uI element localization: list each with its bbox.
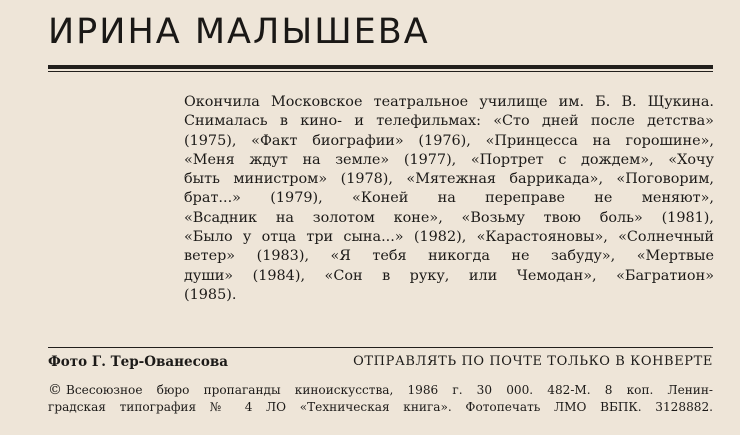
header-thick-rule: [48, 65, 713, 69]
header-thin-rule: [48, 71, 713, 72]
bio-line: «Меня ждут на земле» (1977), «Портрет с дождем», «Хочу: [184, 151, 714, 168]
bio-line: «Было у отца три сына...» (1982), «Карастояновы», «Солнечный ветер» (1983), «Я тебя никогда не забуду», «Мертвые: [184, 229, 714, 265]
bio-line: Снималась в кино- и телефильмах: «Сто дней после детства»: [184, 113, 714, 130]
bio-line: «Всадник на золотом коне», «Возьму твою боль» (1981),: [184, 209, 714, 226]
publisher-imprint: [48, 382, 713, 416]
biography-text: [184, 93, 714, 305]
bio-line: (1975), «Факт биографии» (1976), «Принцесса на горошине»,: [184, 132, 714, 149]
bio-line: Окончила Московское театральное училище им. Б. В. Щукина.: [184, 94, 714, 110]
copyright-symbol: ©: [48, 382, 62, 398]
bio-line: души» (1984), «Сон в руку, или Чемодан», «Багратион»: [184, 267, 714, 284]
footer-rule: [48, 347, 713, 348]
imprint-line-2: градская типография № 4 ЛО «Техническая книга». Фотопечать ЛМО ВБПК. 3128882.: [48, 400, 713, 414]
imprint-line-1-text: Всесоюзное бюро пропаганды киноискусства, 1986 г. 30 000. 482-М. 8 коп. Ленин-: [66, 383, 713, 397]
imprint-line-1: [48, 382, 713, 399]
mail-notice: ОТПРАВЛЯТЬ ПО ПОЧТЕ ТОЛЬКО В КОНВЕРТЕ: [353, 354, 713, 369]
bio-line: быть министром» (1978), «Мятежная баррикада», «Поговорим, брат...» (1979), «Коней на переправе не меняют»,: [184, 171, 714, 207]
actress-name-title: ИРИНА МАЛЫШЕВА: [48, 12, 430, 52]
bio-line: (1985).: [184, 286, 237, 303]
photo-credit: Фото Г. Тер-Ованесова: [48, 354, 228, 370]
